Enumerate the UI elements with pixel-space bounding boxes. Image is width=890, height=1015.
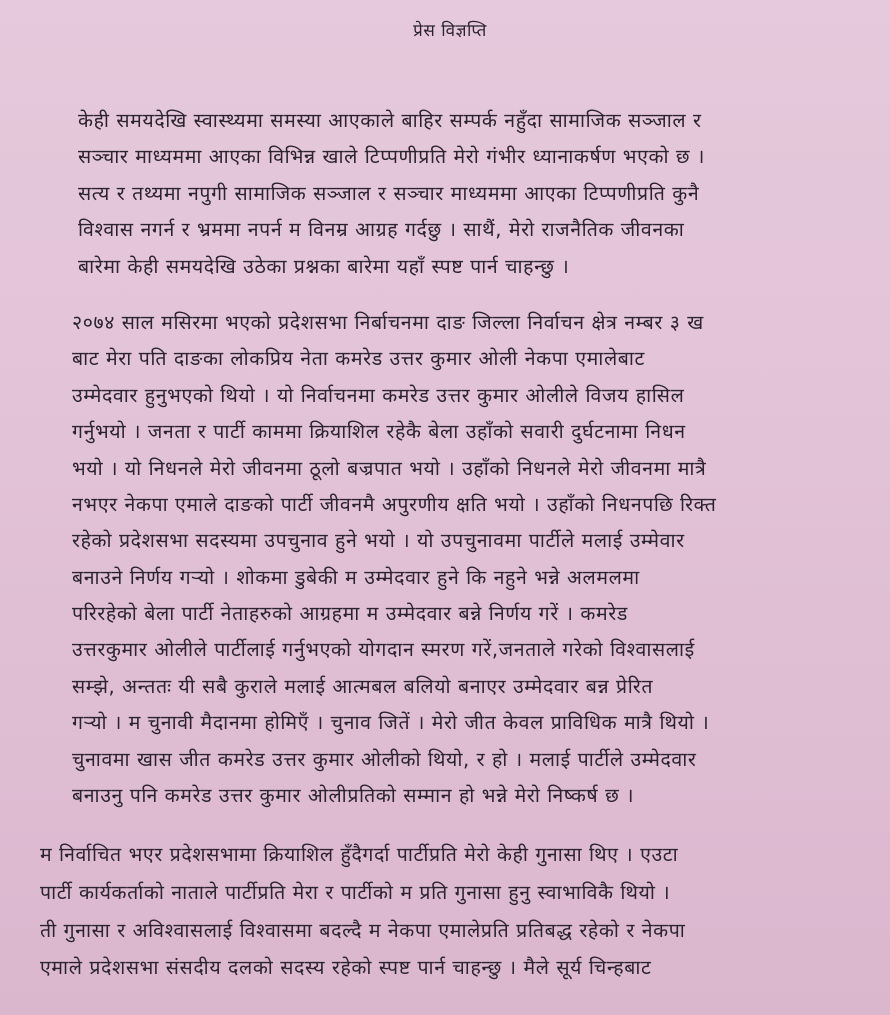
- text-line: सञ्चार माध्यममा आएका विभिन्न खाले टिप्पणीप्रति मेरो गंभीर ध्यानाकर्षण भएको छ ।: [78, 145, 705, 169]
- text-line: गर्नुभयो । जनता र पार्टी काममा क्रियाशिल रहेकै बेला उहाँको सवारी दुर्घटनामा निधन: [72, 420, 686, 444]
- text-line: भयो । यो निधनले मेरो जीवनमा ठूलो बज्रपात भयो । उहाँको निधनले मेरो जीवनमा मात्रै: [72, 456, 707, 480]
- paragraph-1: [40, 103, 860, 285]
- text-line: रहेको प्रदेशसभा सदस्यमा उपचुनाव हुने भयो । यो उपचुनावमा पार्टीले मलाई उम्मेवार: [72, 529, 685, 553]
- text-line: चुनावमा खास जीत कमरेड उत्तर कुमार ओलीको थियो, र हो । मलाई पार्टीले उम्मेदवार: [72, 747, 697, 771]
- text-line: म निर्वाचित भएर प्रदेशसभामा क्रियाशिल हुँदैगर्दा पार्टीप्रति मेरो केही गुनासा थिए । एउटा: [40, 843, 679, 867]
- text-line: पार्टी कार्यकर्ताको नाताले पार्टीप्रति मेरा र पार्टीको म प्रति गुनासा हुनु स्वाभाविकै थियो ।: [40, 881, 671, 905]
- text-line: बनाउनु पनि कमरेड उत्तर कुमार ओलीप्रतिको सम्मान हो भन्ने मेरो निष्कर्ष छ ।: [72, 784, 635, 808]
- text-line: नभएर नेकपा एमाले दाङको पार्टी जीवनमै अपुरणीय क्षति भयो । उहाँको निधनपछि रिक्त: [72, 492, 717, 516]
- paragraph-3: [40, 836, 860, 986]
- text-line: गर्‍यो । म चुनावी मैदानमा होमिएँ । चुनाव जितें । मेरो जीत केवल प्राविधिक मात्रै थियो ।: [72, 711, 710, 735]
- text-line: बारेमा केही समयदेखि उठेका प्रश्नका बारेमा यहाँ स्पष्ट पार्न चाहन्छु ।: [78, 254, 570, 278]
- paragraph-2: [40, 305, 860, 814]
- document-title: प्रेस विज्ञप्ति: [413, 21, 487, 41]
- text-line: २०७४ साल मसिरमा भएको प्रदेशसभा निर्बाचनमा दाङ जिल्ला निर्वाचन क्षेत्र नम्बर ३ ख: [72, 310, 704, 334]
- text-line: सत्य र तथ्यमा नपुगी सामाजिक सञ्जाल र सञ्चार माध्यममा आएका टिप्पणीप्रति कुनै: [78, 181, 700, 205]
- text-line: सम्झे, अन्ततः यी सबै कुराले मलाई आत्मबल बलियो बनाएर उम्मेदवार बन्न प्रेरित: [72, 674, 654, 698]
- text-line: बनाउने निर्णय गर्‍यो । शोकमा डुबेकी म उम्मेदवार हुने कि नहुने भन्ने अलमलमा: [72, 565, 640, 589]
- text-line: विश्वास नगर्न र भ्रममा नपर्न म विनम्र आग्रह गर्दछु । साथैं, मेरो राजनैतिक जीवनका: [78, 218, 685, 242]
- text-line: उम्मेदवार हुनुभएको थियो । यो निर्वाचनमा कमरेड उत्तर कुमार ओलीले विजय हासिल: [72, 383, 685, 407]
- text-line: केही समयदेखि स्वास्थ्यमा समस्या आएकाले बाहिर सम्पर्क नहुँदा सामाजिक सञ्जाल र: [78, 109, 702, 132]
- text-line: एमाले प्रदेशसभा संसदीय दलको सदस्य रहेको स्पष्ट पार्न चाहन्छु । मैले सूर्य चिन्हबाट: [40, 956, 652, 980]
- text-line: उत्तरकुमार ओलीले पार्टीलाई गर्नुभएको योगदान स्मरण गरें,जनताले गरेको विश्वासलाई: [72, 638, 695, 662]
- text-line: बाट मेरा पति दाङका लोकप्रिय नेता कमरेड उत्तर कुमार ओली नेकपा एमालेबाट: [72, 347, 645, 371]
- text-line: ती गुनासा र अविश्वासलाई विश्वासमा बदल्दै म नेकपा एमालेप्रति प्रतिबद्ध रहेको र नेकपा: [40, 918, 686, 942]
- text-line: परिरहेको बेला पार्टी नेताहरुको आग्रहमा म उम्मेदवार बन्ने निर्णय गरें । कमरेड: [72, 602, 628, 626]
